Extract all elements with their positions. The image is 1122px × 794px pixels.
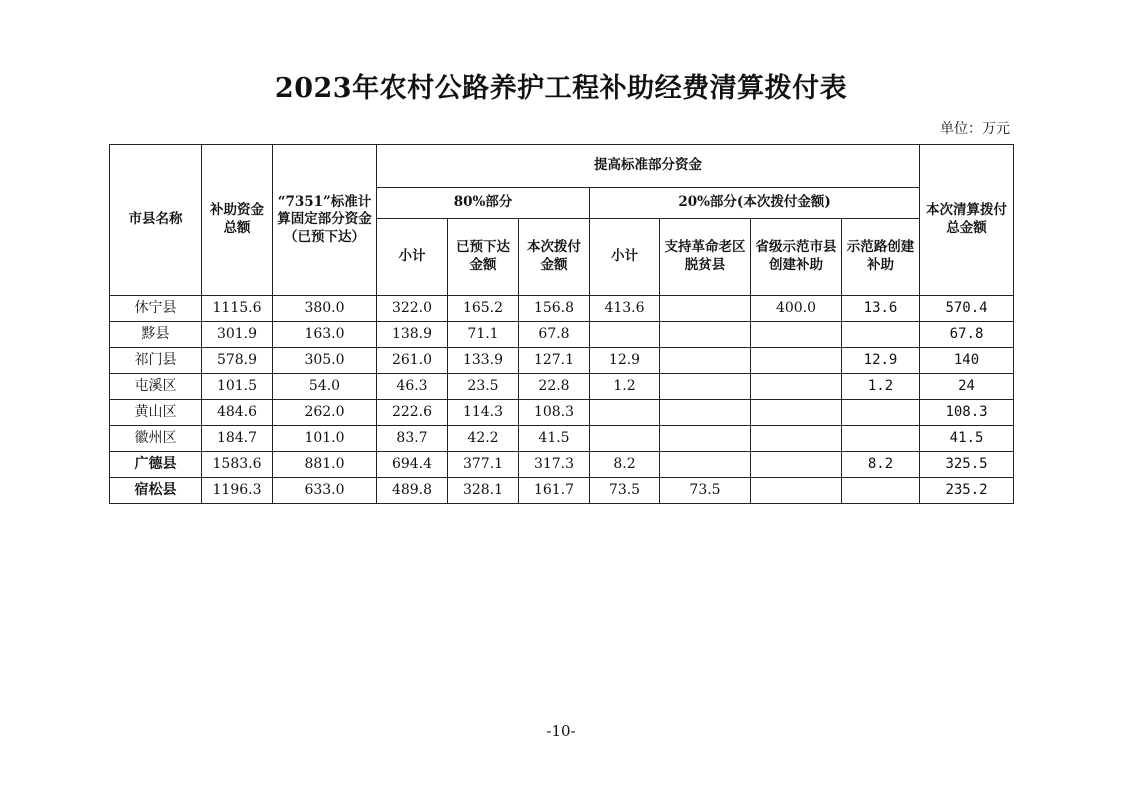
cell-subtotal-20: 8.2 bbox=[590, 452, 660, 478]
header-revolution: 支持革命老区脱贫县 bbox=[660, 219, 751, 296]
cell-fixed: 305.0 bbox=[273, 348, 377, 374]
cell-grand-total: 24 bbox=[920, 374, 1014, 400]
cell-total: 484.6 bbox=[202, 400, 273, 426]
cell-name: 宿松县 bbox=[110, 478, 202, 504]
cell-provincial bbox=[751, 348, 842, 374]
cell-name: 屯溪区 bbox=[110, 374, 202, 400]
cell-subtotal-20: 1.2 bbox=[590, 374, 660, 400]
cell-grand-total: 67.8 bbox=[920, 322, 1014, 348]
cell-subtotal-80: 694.4 bbox=[377, 452, 448, 478]
cell-fixed: 54.0 bbox=[273, 374, 377, 400]
table-row bbox=[110, 478, 1014, 504]
cell-name: 黄山区 bbox=[110, 400, 202, 426]
cell-predistributed: 42.2 bbox=[448, 426, 519, 452]
cell-grand-total: 235.2 bbox=[920, 478, 1014, 504]
cell-revolution bbox=[660, 426, 751, 452]
cell-demo-road: 8.2 bbox=[842, 452, 920, 478]
cell-predistributed: 165.2 bbox=[448, 296, 519, 322]
cell-provincial: 400.0 bbox=[751, 296, 842, 322]
cell-subtotal-20: 413.6 bbox=[590, 296, 660, 322]
cell-total: 578.9 bbox=[202, 348, 273, 374]
cell-provincial bbox=[751, 400, 842, 426]
cell-provincial bbox=[751, 478, 842, 504]
header-current-80: 本次拨付金额 bbox=[519, 219, 590, 296]
cell-demo-road: 13.6 bbox=[842, 296, 920, 322]
cell-demo-road: 1.2 bbox=[842, 374, 920, 400]
cell-grand-total: 325.5 bbox=[920, 452, 1014, 478]
cell-fixed: 633.0 bbox=[273, 478, 377, 504]
cell-name: 广德县 bbox=[110, 452, 202, 478]
cell-subtotal-80: 138.9 bbox=[377, 322, 448, 348]
header-raised: 提高标准部分资金 bbox=[377, 145, 920, 188]
cell-revolution bbox=[660, 374, 751, 400]
header-subtotal-20: 小计 bbox=[590, 219, 660, 296]
cell-total: 101.5 bbox=[202, 374, 273, 400]
cell-subtotal-80: 46.3 bbox=[377, 374, 448, 400]
cell-fixed: 380.0 bbox=[273, 296, 377, 322]
cell-current-80: 108.3 bbox=[519, 400, 590, 426]
cell-total: 184.7 bbox=[202, 426, 273, 452]
cell-subtotal-20: 12.9 bbox=[590, 348, 660, 374]
cell-revolution bbox=[660, 452, 751, 478]
header-total: 补助资金总额 bbox=[202, 145, 273, 296]
cell-demo-road bbox=[842, 400, 920, 426]
header-80-percent: 80%部分 bbox=[377, 188, 590, 219]
cell-grand-total: 570.4 bbox=[920, 296, 1014, 322]
cell-provincial bbox=[751, 374, 842, 400]
cell-predistributed: 377.1 bbox=[448, 452, 519, 478]
header-fixed: “7351”标准计算固定部分资金（已预下达） bbox=[273, 145, 377, 296]
cell-name: 祁门县 bbox=[110, 348, 202, 374]
cell-demo-road: 12.9 bbox=[842, 348, 920, 374]
cell-provincial bbox=[751, 452, 842, 478]
cell-current-80: 67.8 bbox=[519, 322, 590, 348]
cell-grand-total: 108.3 bbox=[920, 400, 1014, 426]
cell-predistributed: 71.1 bbox=[448, 322, 519, 348]
cell-current-80: 41.5 bbox=[519, 426, 590, 452]
cell-total: 301.9 bbox=[202, 322, 273, 348]
table-row bbox=[110, 400, 1014, 426]
cell-revolution bbox=[660, 296, 751, 322]
cell-revolution bbox=[660, 348, 751, 374]
table-row bbox=[110, 426, 1014, 452]
cell-current-80: 317.3 bbox=[519, 452, 590, 478]
cell-predistributed: 114.3 bbox=[448, 400, 519, 426]
cell-revolution bbox=[660, 400, 751, 426]
cell-subtotal-80: 489.8 bbox=[377, 478, 448, 504]
cell-total: 1196.3 bbox=[202, 478, 273, 504]
cell-current-80: 161.7 bbox=[519, 478, 590, 504]
header-provincial: 省级示范市县创建补助 bbox=[751, 219, 842, 296]
cell-predistributed: 328.1 bbox=[448, 478, 519, 504]
table-row bbox=[110, 374, 1014, 400]
header-predistributed: 已预下达金额 bbox=[448, 219, 519, 296]
unit-label: 单位：万元 bbox=[940, 121, 1010, 137]
cell-fixed: 163.0 bbox=[273, 322, 377, 348]
header-subtotal-80: 小计 bbox=[377, 219, 448, 296]
document-title: 2023年农村公路养护工程补助经费清算拨付表 bbox=[274, 73, 848, 104]
cell-name: 黟县 bbox=[110, 322, 202, 348]
cell-provincial bbox=[751, 322, 842, 348]
cell-revolution bbox=[660, 322, 751, 348]
cell-subtotal-80: 322.0 bbox=[377, 296, 448, 322]
cell-revolution: 73.5 bbox=[660, 478, 751, 504]
cell-fixed: 881.0 bbox=[273, 452, 377, 478]
header-demo-road: 示范路创建补助 bbox=[842, 219, 920, 296]
table-row bbox=[110, 322, 1014, 348]
cell-current-80: 127.1 bbox=[519, 348, 590, 374]
table-row bbox=[110, 452, 1014, 478]
cell-grand-total: 41.5 bbox=[920, 426, 1014, 452]
page-number: -10- bbox=[546, 722, 576, 740]
cell-grand-total: 140 bbox=[920, 348, 1014, 374]
cell-total: 1115.6 bbox=[202, 296, 273, 322]
cell-fixed: 101.0 bbox=[273, 426, 377, 452]
cell-subtotal-20 bbox=[590, 400, 660, 426]
settlement-table bbox=[109, 144, 1014, 504]
table-row bbox=[110, 296, 1014, 322]
cell-subtotal-20 bbox=[590, 322, 660, 348]
cell-subtotal-80: 261.0 bbox=[377, 348, 448, 374]
cell-subtotal-20: 73.5 bbox=[590, 478, 660, 504]
header-20-percent: 20%部分(本次拨付金额) bbox=[590, 188, 920, 219]
cell-provincial bbox=[751, 426, 842, 452]
cell-demo-road bbox=[842, 478, 920, 504]
cell-name: 徽州区 bbox=[110, 426, 202, 452]
cell-name: 休宁县 bbox=[110, 296, 202, 322]
cell-predistributed: 133.9 bbox=[448, 348, 519, 374]
table-row bbox=[110, 348, 1014, 374]
cell-demo-road bbox=[842, 322, 920, 348]
cell-current-80: 22.8 bbox=[519, 374, 590, 400]
cell-total: 1583.6 bbox=[202, 452, 273, 478]
cell-subtotal-80: 83.7 bbox=[377, 426, 448, 452]
cell-subtotal-80: 222.6 bbox=[377, 400, 448, 426]
cell-fixed: 262.0 bbox=[273, 400, 377, 426]
cell-demo-road bbox=[842, 426, 920, 452]
cell-predistributed: 23.5 bbox=[448, 374, 519, 400]
header-city: 市县名称 bbox=[110, 145, 202, 296]
cell-current-80: 156.8 bbox=[519, 296, 590, 322]
header-grand-total: 本次清算拨付总金额 bbox=[920, 145, 1014, 296]
cell-subtotal-20 bbox=[590, 426, 660, 452]
